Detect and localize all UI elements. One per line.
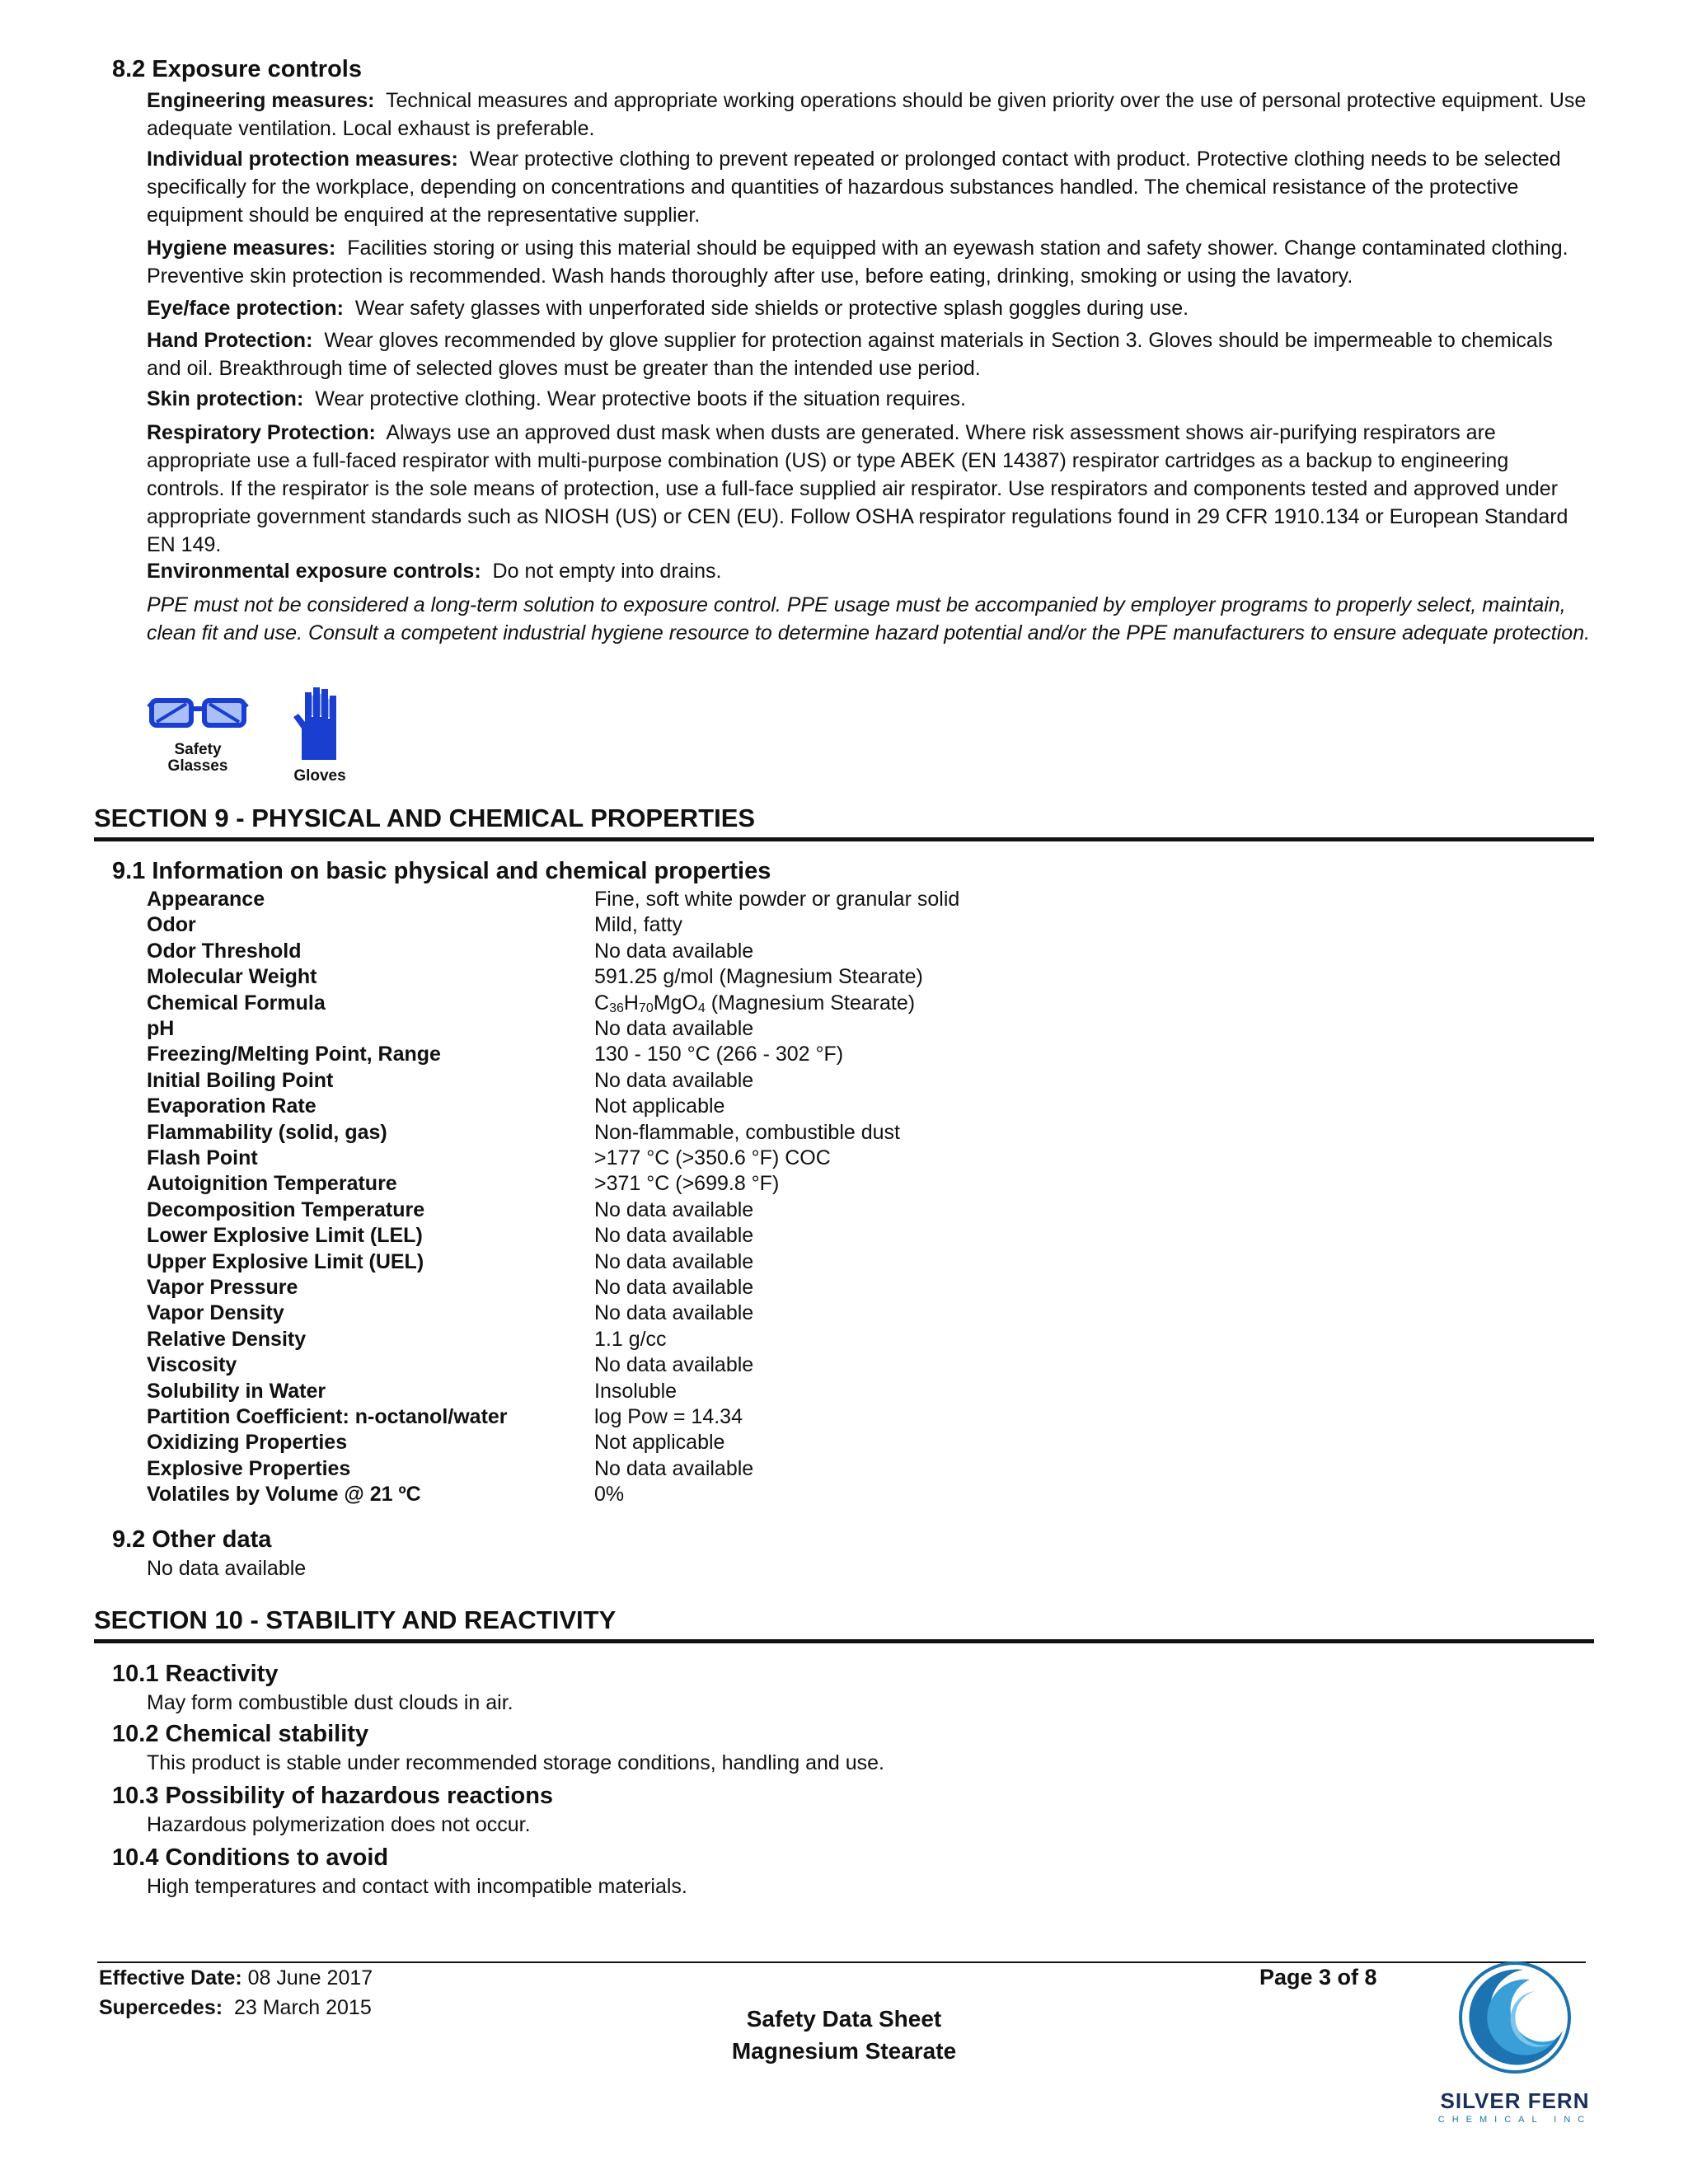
property-label: Solubility in Water: [147, 1380, 326, 1403]
property-value: Insoluble: [594, 1380, 678, 1403]
section-10-2-text: This product is stable under recommended storage conditions, handling and use.: [147, 1751, 884, 1774]
skin-protection-text: Wear protective clothing. Wear protective boots if the situation requires.: [315, 387, 966, 410]
safety-glasses-icon: [147, 694, 249, 735]
hygiene-measures: [147, 234, 1597, 290]
property-value: No data available: [594, 1069, 754, 1092]
safety-glasses-label-line1: Safety: [174, 741, 222, 758]
property-value: No data available: [594, 1353, 754, 1376]
section-10-4-heading: 10.4 Conditions to avoid: [112, 1844, 389, 1871]
gloves-icon: [280, 686, 359, 762]
property-value: 591.25 g/mol (Magnesium Stearate): [594, 965, 923, 988]
gloves-label: Gloves: [293, 767, 346, 785]
effective-date: [99, 1966, 373, 1990]
property-value: Mild, fatty: [594, 913, 682, 936]
engineering-measures: [147, 87, 1589, 143]
property-value: Non-flammable, combustible dust: [594, 1121, 900, 1144]
hygiene-measures-label: Hygiene measures:: [147, 237, 336, 260]
property-label: Decomposition Temperature: [147, 1198, 425, 1221]
property-label: Volatiles by Volume @ 21 ºC: [147, 1483, 421, 1506]
engineering-measures-label: Engineering measures:: [147, 89, 375, 112]
section-10-3-text: Hazardous polymerization does not occur.: [147, 1813, 531, 1836]
section-9-title: SECTION 9 - PHYSICAL AND CHEMICAL PROPERTIES: [94, 804, 756, 832]
section-10-rule: [94, 1639, 1594, 1643]
silver-fern-logo-icon: [1424, 1960, 1606, 2075]
section-10-4-text: High temperatures and contact with incompatible materials.: [147, 1875, 687, 1898]
property-value: Fine, soft white powder or granular solid: [594, 888, 960, 911]
property-value: >371 °C (>699.8 °F): [594, 1172, 780, 1195]
environmental-controls-label: Environmental exposure controls:: [147, 560, 481, 583]
exposure-controls-heading: 8.2 Exposure controls: [112, 56, 362, 82]
property-value: No data available: [594, 1017, 754, 1040]
hygiene-measures-text: Facilities storing or using this material should be equipped with an eyewash station and safety shower. Change contaminated clothing. Preventive skin protection is recommended. Wash hands thoroughly after use, before eating, drinking, smoking or using the lavatory.: [147, 237, 1568, 288]
property-label: Evaporation Rate: [147, 1094, 316, 1118]
ppe-note: PPE must not be considered a long-term solution to exposure control. PPE usage must be accompanied by employer programs to properly select, maintain, clean fit and use. Consult a competent industrial hygiene resource to determine hazard potential and/or the PPE manufacturers to ensure adequate protection.: [147, 593, 1591, 644]
property-label: Upper Explosive Limit (UEL): [147, 1250, 424, 1273]
footer-document-title: [638, 2003, 1050, 2067]
individual-protection-text: Wear protective clothing to prevent repeated or prolonged contact with product. Protective clothing needs to be selected specifically for the workplace, depending on concentrations and quantities of hazardous substances handled. The chemical resistance of the protective equipment should be enquired at the representative supplier.: [147, 148, 1561, 227]
property-label: Flash Point: [147, 1146, 258, 1169]
safety-glasses-label-line2: Glasses: [167, 757, 228, 775]
section-9-2-heading: 9.2 Other data: [112, 1526, 272, 1553]
section-10-3-heading: 10.3 Possibility of hazardous reactions: [112, 1783, 554, 1809]
property-value: No data available: [594, 1224, 754, 1247]
supercedes-date: [99, 1996, 372, 2020]
respiratory-protection-label: Respiratory Protection:: [147, 421, 376, 444]
property-label: Viscosity: [147, 1353, 237, 1376]
environmental-controls: [147, 557, 1589, 585]
section-10-1-heading: 10.1 Reactivity: [112, 1661, 279, 1687]
footer-rule: [97, 1961, 1586, 1963]
property-label: Freezing/Melting Point, Range: [147, 1043, 441, 1066]
logo-company-name: SILVER FERN: [1440, 2088, 1590, 2113]
skin-protection-label: Skin protection:: [147, 387, 304, 410]
supercedes-label: Supercedes:: [99, 1996, 223, 2019]
property-value: >177 °C (>350.6 °F) COC: [594, 1146, 831, 1169]
footer-product-name: Magnesium Stearate: [731, 2038, 957, 2064]
property-label: Appearance: [147, 888, 265, 911]
engineering-measures-text: Technical measures and appropriate working operations should be given priority over the use of personal protective equipment. Use adequate ventilation. Local exhaust is preferable.: [147, 89, 1587, 140]
property-label: Flammability (solid, gas): [147, 1121, 387, 1144]
logo-company-sub: CHEMICAL INC: [1437, 2115, 1592, 2125]
eye-face-protection: [147, 294, 1589, 322]
hand-protection: [147, 326, 1589, 382]
effective-date-label: Effective Date:: [99, 1966, 242, 1990]
hand-protection-label: Hand Protection:: [147, 329, 313, 352]
property-label: Vapor Density: [147, 1301, 284, 1324]
hand-protection-text: Wear gloves recommended by glove supplier for protection against materials in Section 3. Gloves should be impermeable to chemicals and oil. Breakthrough time of selected gloves must be greater than the intended use period.: [147, 329, 1553, 380]
section-10-2-heading: 10.2 Chemical stability: [112, 1721, 369, 1747]
supercedes-value: 23 March 2015: [233, 1996, 372, 2019]
eye-face-protection-label: Eye/face protection:: [147, 297, 344, 320]
property-value: No data available: [594, 1457, 754, 1480]
property-value: 0%: [594, 1483, 625, 1506]
other-data-text: No data available: [147, 1557, 307, 1580]
gloves-pictogram: [280, 686, 359, 788]
property-label: Odor Threshold: [147, 940, 302, 963]
property-label: Initial Boiling Point: [147, 1069, 334, 1092]
silver-fern-logo: [1424, 1960, 1606, 2125]
property-value: Not applicable: [594, 1094, 725, 1118]
property-label: Explosive Properties: [147, 1457, 351, 1480]
property-label: Odor: [147, 913, 196, 936]
individual-protection: [147, 145, 1589, 229]
environmental-controls-text: Do not empty into drains.: [492, 560, 722, 583]
property-label: pH: [147, 1017, 175, 1040]
property-label: Relative Density: [147, 1328, 307, 1351]
property-value: Not applicable: [594, 1431, 725, 1454]
property-label: Oxidizing Properties: [147, 1431, 348, 1454]
property-value: No data available: [594, 1198, 754, 1221]
respiratory-protection-text: Always use an approved dust mask when dusts are generated. Where risk assessment shows air-purifying respirators are appropriate use a full-faced respirator with multi-purpose combination (US) or type ABEK (EN 14387) respirator cartridges as a backup to engineering controls. If the respirator is the sole means of protection, use a full-face supplied air respirator. Use respirators and components tested and approved under appropriate government standards such as NIOSH (US) or CEN (EU). Follow OSHA respirator regulations found in 29 CFR 1910.134 or European Standard EN 149.: [147, 421, 1568, 556]
property-label: Lower Explosive Limit (LEL): [147, 1224, 423, 1247]
section-10-1-text: May form combustible dust clouds in air.: [147, 1691, 513, 1714]
skin-protection: [147, 385, 1589, 413]
property-value: 130 - 150 °C (266 - 302 °F): [594, 1043, 844, 1066]
property-value: 1.1 g/cc: [594, 1328, 667, 1351]
property-value: No data available: [594, 1250, 754, 1273]
effective-date-value: 08 June 2017: [247, 1966, 373, 1990]
eye-face-protection-text: Wear safety glasses with unperforated side shields or protective splash goggles during use.: [354, 297, 1189, 320]
section-9-rule: [94, 837, 1594, 841]
safety-glasses-pictogram: [147, 694, 249, 783]
property-label: Chemical Formula: [147, 991, 326, 1015]
property-value: $C_{36}H_{70}MgO_4$ (Magnesium Stearate): [594, 991, 916, 1015]
property-label: Partition Coefficient: n-octanol/water: [147, 1405, 508, 1428]
section-10-title: SECTION 10 - STABILITY AND REACTIVITY: [94, 1605, 617, 1634]
property-value: No data available: [594, 1301, 754, 1324]
property-label: Molecular Weight: [147, 965, 317, 988]
respiratory-protection: [147, 419, 1573, 559]
property-value: No data available: [594, 940, 754, 963]
page-number: Page 3 of 8: [1259, 1965, 1377, 1990]
property-value: log Pow = 14.34: [594, 1405, 743, 1428]
section-9-1-heading: 9.1 Information on basic physical and chemical properties: [112, 858, 771, 884]
safety-glasses-label: [147, 742, 249, 775]
property-label: Vapor Pressure: [147, 1276, 298, 1299]
property-label: Autoignition Temperature: [147, 1172, 397, 1195]
properties-table: [147, 888, 1383, 1530]
footer-doc-title: Safety Data Sheet: [746, 2006, 942, 2032]
individual-protection-label: Individual protection measures:: [147, 148, 458, 171]
property-value: No data available: [594, 1276, 754, 1299]
